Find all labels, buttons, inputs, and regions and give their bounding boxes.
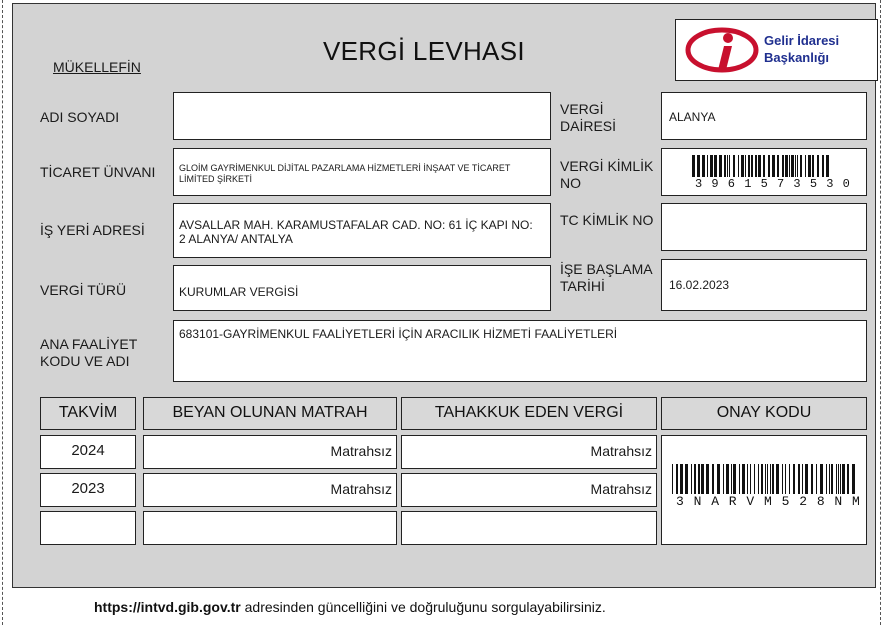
table-row-1-year: 2024 bbox=[40, 435, 136, 469]
barcode-bar bbox=[852, 464, 855, 494]
barcode-bar bbox=[710, 155, 713, 177]
barcode-bar bbox=[680, 464, 683, 494]
col-header-vergi: TAHAKKUK EDEN VERGİ bbox=[401, 397, 657, 430]
table-row-3-year bbox=[40, 511, 136, 545]
table-row-2-vergi: Matrahsız bbox=[401, 473, 657, 507]
start-date-value: 16.02.2023 bbox=[669, 278, 730, 292]
address-label: İŞ YERİ ADRESİ bbox=[40, 222, 145, 238]
barcode-bar bbox=[738, 155, 739, 177]
barcode-bar bbox=[798, 464, 800, 494]
footer-url[interactable]: https://intvd.gib.gov.tr bbox=[94, 599, 241, 615]
barcode-bar bbox=[727, 155, 728, 177]
barcode-bar bbox=[808, 155, 811, 177]
tax-office-value: ALANYA bbox=[669, 110, 716, 124]
barcode-bar bbox=[782, 155, 784, 177]
barcode-bar bbox=[768, 155, 770, 177]
gib-logo-text bbox=[764, 32, 839, 66]
barcode-bar bbox=[840, 464, 841, 494]
cut-line-right bbox=[880, 0, 881, 625]
trade-name-value: GLOİM GAYRİMENKUL DİJİTAL PAZARLAMA HİZMETLERİ İNŞAAT VE TİCARET LİMİTED ŞİRKETİ bbox=[179, 163, 511, 184]
barcode-bar bbox=[811, 464, 813, 494]
barcode-bar bbox=[826, 155, 829, 177]
barcode-bar bbox=[731, 464, 732, 494]
barcode-bar bbox=[800, 155, 802, 177]
barcode-bar bbox=[750, 464, 751, 494]
barcode-bar bbox=[741, 155, 744, 177]
tc-id-box bbox=[661, 203, 867, 251]
footer-text: adresinden güncelliğini ve doğruluğunu sorgulayabilirsiniz. bbox=[240, 599, 606, 615]
tax-office-label-line2: DAİRESİ bbox=[560, 118, 617, 134]
barcode-bar bbox=[842, 464, 845, 494]
barcode-bar bbox=[714, 155, 717, 177]
activity-label-line2: KODU VE ADI bbox=[40, 353, 130, 369]
table-row-3-matrah bbox=[143, 511, 397, 545]
name-label: ADI SOYADI bbox=[40, 109, 120, 125]
barcode-bar bbox=[706, 464, 709, 494]
activity-value: 683101-GAYRİMENKUL FAALİYETLERİ İÇİN ARACILIK HİZMETİ FAALİYETLERİ bbox=[179, 327, 618, 341]
barcode-bar bbox=[836, 464, 837, 494]
col-header-matrah: BEYAN OLUNAN MATRAH bbox=[143, 397, 397, 430]
barcode-bar bbox=[745, 155, 746, 177]
table-row-1-vergi: Matrahsız bbox=[401, 435, 657, 469]
barcode-bar bbox=[761, 464, 763, 494]
barcode-bar bbox=[676, 464, 678, 494]
barcode-bar bbox=[797, 155, 798, 177]
barcode-bar bbox=[733, 464, 736, 494]
barcode-bar bbox=[758, 464, 759, 494]
barcode-bar bbox=[805, 464, 808, 494]
gib-logo-line1: Gelir İdaresi bbox=[764, 33, 840, 48]
tax-id-label bbox=[560, 158, 653, 192]
tax-plate-sheet bbox=[12, 3, 876, 588]
barcode-bar bbox=[829, 464, 830, 494]
barcode-bar bbox=[729, 155, 730, 177]
tax-office-label bbox=[560, 101, 616, 135]
activity-label bbox=[40, 336, 137, 370]
start-date-label bbox=[560, 261, 653, 295]
col-header-year: TAKVİM bbox=[40, 397, 136, 430]
barcode-bar bbox=[742, 464, 745, 494]
barcode-bar bbox=[726, 464, 729, 494]
footer-note bbox=[94, 599, 606, 615]
tax-id-box bbox=[661, 148, 867, 196]
tax-id-value: 3 9 6 1 5 7 3 5 3 0 bbox=[695, 177, 851, 191]
barcode-bar bbox=[702, 155, 705, 177]
barcode-bar bbox=[733, 155, 735, 177]
cut-line-left bbox=[2, 0, 3, 625]
table-row-2-year: 2023 bbox=[40, 473, 136, 507]
tax-id-barcode bbox=[692, 155, 832, 177]
barcode-bar bbox=[820, 464, 823, 494]
start-date-label-line2: TARİHİ bbox=[560, 278, 605, 294]
barcode-bar bbox=[685, 464, 688, 494]
barcode-bar bbox=[772, 155, 775, 177]
barcode-bar bbox=[816, 464, 817, 494]
address-box bbox=[173, 203, 551, 258]
barcode-bar bbox=[719, 155, 722, 177]
barcode-bar bbox=[822, 155, 824, 177]
barcode-bar bbox=[755, 155, 757, 177]
barcode-bar bbox=[785, 464, 786, 494]
trade-name-label: TİCARET ÜNVANI bbox=[40, 164, 156, 180]
barcode-bar bbox=[754, 464, 755, 494]
tc-id-label: TC KİMLİK NO bbox=[560, 212, 654, 228]
owner-heading: MÜKELLEFİN bbox=[53, 59, 141, 75]
gib-logo bbox=[675, 19, 878, 81]
approval-code-value: 3 N A R V M 5 2 8 N M bbox=[676, 494, 861, 509]
approval-code-box bbox=[661, 435, 867, 545]
barcode-bar bbox=[805, 155, 806, 177]
tax-type-label: VERGİ TÜRÜ bbox=[40, 282, 127, 298]
barcode-bar bbox=[765, 464, 766, 494]
barcode-bar bbox=[817, 155, 819, 177]
start-date-label-line1: İŞE BAŞLAMA bbox=[560, 261, 653, 277]
start-date-box bbox=[661, 259, 867, 311]
barcode-bar bbox=[777, 155, 779, 177]
barcode-bar bbox=[785, 155, 788, 177]
tax-type-value: KURUMLAR VERGİSİ bbox=[179, 285, 299, 299]
barcode-bar bbox=[802, 464, 803, 494]
trade-name-box bbox=[173, 148, 551, 196]
tax-office-box bbox=[661, 92, 867, 140]
barcode-bar bbox=[763, 155, 765, 177]
barcode-bar bbox=[691, 464, 692, 494]
name-box bbox=[173, 92, 551, 140]
barcode-bar bbox=[812, 155, 814, 177]
barcode-bar bbox=[712, 464, 714, 494]
barcode-bar bbox=[717, 464, 720, 494]
approval-code-barcode bbox=[672, 464, 858, 494]
barcode-bar bbox=[770, 464, 771, 494]
barcode-bar bbox=[847, 464, 849, 494]
barcode-bar bbox=[795, 155, 796, 177]
barcode-bar bbox=[752, 155, 753, 177]
barcode-bar bbox=[672, 464, 673, 494]
activity-label-line1: ANA FAALİYET bbox=[40, 336, 138, 352]
tax-id-label-line2: NO bbox=[560, 175, 581, 191]
activity-box bbox=[173, 320, 867, 382]
tax-id-label-line1: VERGİ KİMLİK bbox=[560, 158, 654, 174]
col-header-approval: ONAY KODU bbox=[661, 397, 867, 430]
gib-logo-icon bbox=[684, 26, 760, 74]
barcode-bar bbox=[793, 464, 795, 494]
document-title: VERGİ LEVHASI bbox=[323, 36, 525, 66]
barcode-bar bbox=[697, 155, 700, 177]
barcode-bar bbox=[748, 155, 750, 177]
barcode-bar bbox=[776, 464, 779, 494]
table-row-3-vergi bbox=[401, 511, 657, 545]
barcode-bar bbox=[751, 155, 752, 177]
barcode-bar bbox=[739, 464, 740, 494]
barcode-bar bbox=[747, 464, 748, 494]
address-value: AVSALLAR MAH. KARAMUSTAFALAR CAD. NO: 61 İÇ KAPI NO: 2 ALANYA/ ANTALYA bbox=[179, 218, 533, 246]
barcode-bar bbox=[723, 464, 724, 494]
barcode-bar bbox=[782, 464, 783, 494]
tax-type-box bbox=[173, 265, 551, 311]
barcode-bar bbox=[724, 155, 726, 177]
barcode-bar bbox=[838, 464, 839, 494]
barcode-bar bbox=[767, 464, 768, 494]
barcode-bar bbox=[701, 464, 704, 494]
gib-logo-line2: Başkanlığı bbox=[764, 50, 830, 65]
barcode-bar bbox=[694, 464, 696, 494]
barcode-bar bbox=[826, 464, 827, 494]
tax-office-label-line1: VERGİ bbox=[560, 101, 604, 117]
barcode-bar bbox=[789, 464, 790, 494]
barcode-bar bbox=[791, 155, 794, 177]
barcode-bar bbox=[772, 464, 774, 494]
table-row-2-matrah: Matrahsız bbox=[143, 473, 397, 507]
barcode-bar bbox=[758, 155, 761, 177]
barcode-bar bbox=[707, 155, 708, 177]
barcode-bar bbox=[698, 464, 700, 494]
barcode-bar bbox=[692, 155, 695, 177]
table-row-1-matrah: Matrahsız bbox=[143, 435, 397, 469]
barcode-bar bbox=[831, 464, 833, 494]
barcode-bar bbox=[789, 155, 790, 177]
